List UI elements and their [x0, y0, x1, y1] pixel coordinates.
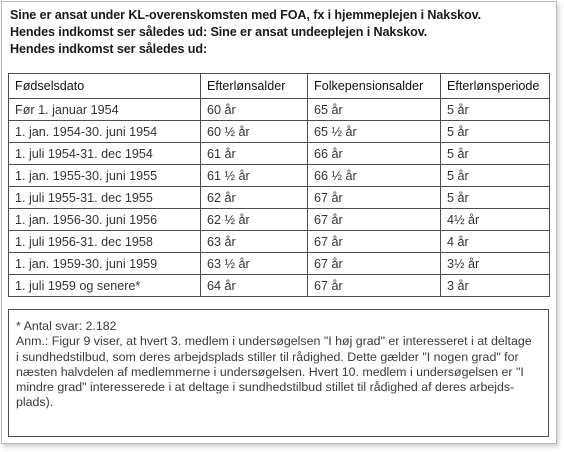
cell-birthdate: 1. jan. 1954-30. juni 1954 [9, 121, 201, 143]
cell-early-retirement-period: 5 år [441, 143, 550, 165]
cell-pension-age: 65 ½ år [308, 121, 441, 143]
cell-pension-age: 67 år [308, 209, 441, 231]
table-row [9, 275, 550, 297]
note-line: Anm.: Figur 9 viser, at hvert 3. medlem i undersøgelsen "I høj grad" er interesseret i at deltage [16, 334, 532, 349]
cell-pension-age: 65 år [308, 99, 441, 121]
note-response-count: * Antal svar: 2.182 [16, 319, 117, 333]
cell-early-retirement-age: 62 ½ år [201, 209, 308, 231]
table-row [9, 253, 550, 275]
table-row [9, 143, 550, 165]
cell-birthdate: 1. juli 1955-31. dec 1955 [9, 187, 201, 209]
cell-early-retirement-age: 62 år [201, 187, 308, 209]
retirement-age-table [8, 73, 550, 297]
table-header-row [9, 74, 550, 99]
note-line: mindre grad" interesserede i at deltage i sundhedstilbud stillet til rådighed af deres arbejds- [16, 380, 515, 395]
table-row [9, 99, 550, 121]
cell-early-retirement-period: 3 år [441, 275, 550, 297]
cell-birthdate: 1. jan. 1959-30. juni 1959 [9, 253, 201, 275]
cell-birthdate: 1. juli 1954-31. dec 1954 [9, 143, 201, 165]
note-line: næsten halvdelen af medlemmerne i undersøgelsen. Hvert 10. medlem i undersøgelsen er "I [16, 364, 524, 379]
cell-early-retirement-age: 63 år [201, 231, 308, 253]
table-row [9, 231, 550, 253]
cell-birthdate: 1. juli 1956-31. dec 1958 [9, 231, 201, 253]
cell-early-retirement-age: 64 år [201, 275, 308, 297]
cell-early-retirement-age: 61 år [201, 143, 308, 165]
heading-line-2: Hendes indkomst ser således ud: Sine er ansat undeeplejen i Nakskov. [10, 25, 428, 39]
table-row [9, 165, 550, 187]
column-header-pension-age: Folkepensionsalder [308, 74, 441, 99]
cell-birthdate: 1. jan. 1956-30. juni 1956 [9, 209, 201, 231]
cell-early-retirement-period: 5 år [441, 187, 550, 209]
cell-birthdate: 1. jan. 1955-30. juni 1955 [9, 165, 201, 187]
table-row [9, 187, 550, 209]
cell-early-retirement-age: 61 ½ år [201, 165, 308, 187]
column-header-birthdate: Fødselsdato [9, 74, 201, 99]
cell-pension-age: 67 år [308, 253, 441, 275]
cell-early-retirement-period: 5 år [441, 121, 550, 143]
column-header-early-retirement-age: Efterlønsalder [201, 74, 308, 99]
cell-early-retirement-age: 63 ½ år [201, 253, 308, 275]
note-line: plads). [16, 395, 54, 410]
note-line: i sundhedstilbud, som deres arbejdsplads stiller til rådighed. Dette gælder "I nogen grad" for [16, 349, 519, 364]
cell-early-retirement-period: 4½ år [441, 209, 550, 231]
cell-early-retirement-age: 60 år [201, 99, 308, 121]
cell-early-retirement-period: 3½ år [441, 253, 550, 275]
heading [10, 7, 481, 58]
cell-pension-age: 67 år [308, 231, 441, 253]
heading-line-1: Sine er ansat under KL-overenskomsten med FOA, fx i hjemmeplejen i Nakskov. [10, 8, 481, 22]
cell-pension-age: 67 år [308, 275, 441, 297]
heading-line-3: Hendes indkomst ser således ud: [10, 42, 208, 56]
table-row [9, 209, 550, 231]
cell-pension-age: 66 ½ år [308, 165, 441, 187]
cell-pension-age: 67 år [308, 187, 441, 209]
cell-early-retirement-period: 5 år [441, 99, 550, 121]
column-header-early-retirement-period: Efterlønsperiode [441, 74, 550, 99]
cell-early-retirement-period: 5 år [441, 165, 550, 187]
cell-birthdate: Før 1. januar 1954 [9, 99, 201, 121]
cell-birthdate: 1. juli 1959 og senere* [9, 275, 201, 297]
notes-box [8, 309, 549, 437]
cell-pension-age: 66 år [308, 143, 441, 165]
cell-early-retirement-age: 60 ½ år [201, 121, 308, 143]
cell-early-retirement-period: 4 år [441, 231, 550, 253]
table-row [9, 121, 550, 143]
